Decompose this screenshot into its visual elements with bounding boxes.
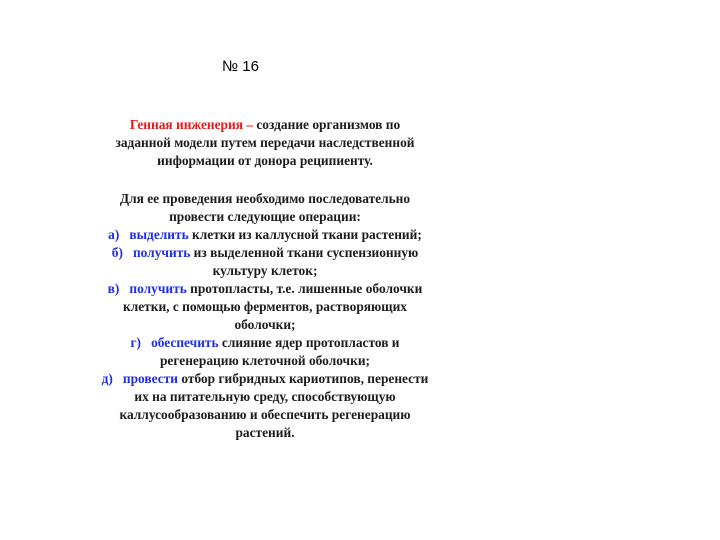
definition-line-1 — [40, 116, 490, 134]
operation-text: слияние ядер протопластов и — [218, 335, 400, 350]
operation-verb: провести — [122, 371, 178, 386]
operation-verb: получить — [129, 281, 187, 296]
operation-d-cont: регенерацию клеточной оболочки; — [159, 353, 371, 368]
operation-letter: в) — [107, 281, 120, 296]
definition-line-2: заданной модели путем передачи наследственной — [115, 135, 415, 150]
operation-verb: обеспечить — [151, 335, 219, 350]
operation-c — [40, 280, 490, 298]
operation-text: из выделенной ткани суспензионную — [190, 245, 419, 260]
operation-c-cont-1: клетки, с помощью ферментов, растворяющих — [123, 299, 407, 314]
operation-b — [40, 244, 490, 262]
operation-letter: д) — [101, 371, 113, 386]
operation-text: протопласты, т.е. лишенные оболочки — [186, 281, 423, 296]
operation-letter: г) — [130, 335, 142, 350]
operation-text: отбор гибридных кариотипов, перенести — [178, 371, 429, 386]
definition-term: Генная инженерия – — [129, 117, 254, 132]
definition-line-3: информации от донора реципиенту. — [157, 153, 373, 168]
operation-e-cont-3: растений. — [235, 425, 295, 440]
definition-text: создание организмов по — [253, 117, 401, 132]
operation-verb: выделить — [129, 227, 189, 242]
operation-text: клетки из каллусной ткани растений; — [188, 227, 422, 242]
operation-d — [40, 334, 490, 352]
slide-content — [40, 116, 490, 442]
operation-verb: получить — [132, 245, 191, 260]
slide-number: № 16 — [222, 58, 259, 75]
operation-letter: б) — [111, 245, 123, 260]
operation-a — [40, 226, 490, 244]
operation-letter: а) — [108, 227, 120, 242]
operation-c-cont-2: оболочки; — [234, 317, 296, 332]
operation-e-cont-1: их на питательную среду, способствующую — [134, 389, 396, 404]
operation-b-cont: культуру клеток; — [212, 263, 318, 278]
operation-e — [40, 370, 490, 388]
operation-e-cont-2: каллусообразованию и обеспечить регенерацию — [119, 407, 411, 422]
intro-line-2: провести следующие операции: — [169, 209, 361, 224]
intro-line-1: Для ее проведения необходимо последовательно — [119, 191, 411, 206]
